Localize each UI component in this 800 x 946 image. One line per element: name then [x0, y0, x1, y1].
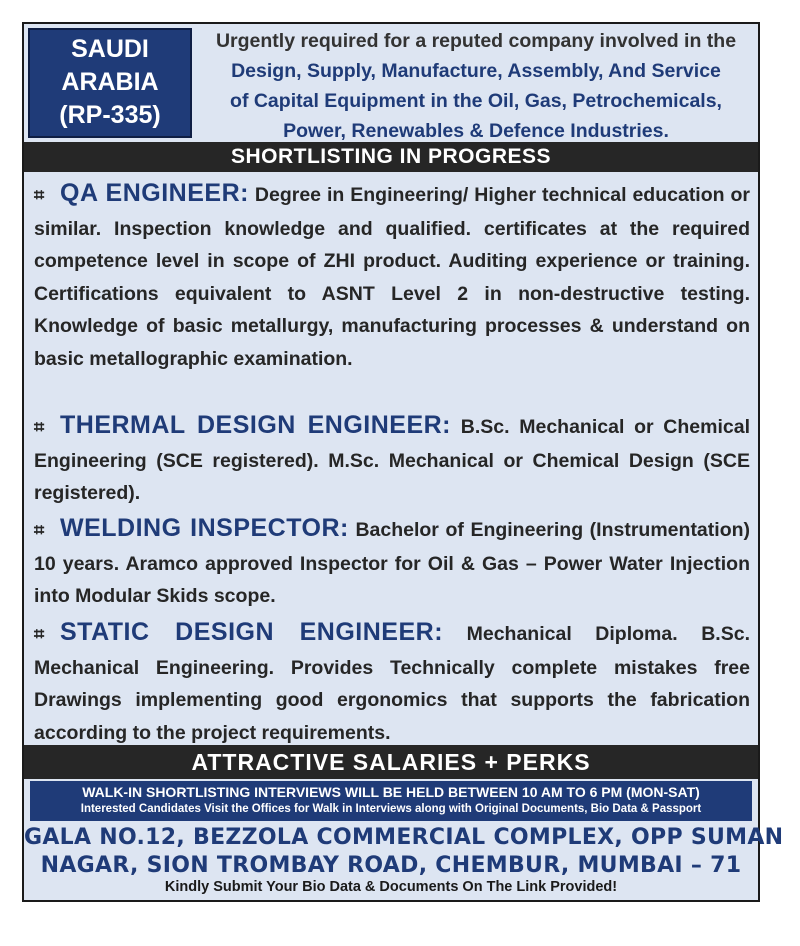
office-address [24, 824, 784, 880]
job-title: THERMAL DESIGN ENGINEER: [60, 411, 452, 439]
submit-note: Kindly Submit Your Bio Data & Documents On The Link Provided! [164, 879, 618, 895]
country-box [28, 28, 192, 138]
country-line-2: ARABIA [61, 68, 159, 96]
walkin-info-box [30, 781, 752, 821]
advertisement-frame [22, 22, 784, 902]
job-title: STATIC DESIGN ENGINEER: [60, 618, 444, 646]
company-intro [198, 26, 754, 146]
hash-bullet-icon: ⌗ [34, 520, 45, 541]
walkin-instructions: Interested Candidates Visit the Offices for Walk in Interviews along with Original Documents, Bio Data & Passport [80, 803, 702, 815]
job-qa-engineer [34, 177, 750, 375]
job-description: B.Sc. Mechanical or Chemical Engineering (SCE registered). M.Sc. Mechanical or Chemical Design (SCE registered). [34, 416, 751, 504]
status-banner: SHORTLISTING IN PROGRESS [24, 142, 758, 172]
reference-code: (RP-335) [59, 101, 161, 129]
intro-line-1: Urgently required for a reputed company involved in the [215, 30, 737, 52]
intro-line-4: Power, Renewables & Defence Industries. [283, 120, 669, 142]
hash-bullet-icon: ⌗ [34, 185, 45, 206]
country-line-1: SAUDI [71, 35, 149, 63]
intro-line-3: of Capital Equipment in the Oil, Gas, Petrochemicals, [230, 90, 722, 112]
job-static-design-engineer [34, 616, 750, 749]
job-description: Bachelor of Engineering (Instrumentation) 10 years. Aramco approved Inspector for Oil & Gas – Power Water Injection into Modular Skids scope. [34, 519, 751, 607]
hash-bullet-icon: ⌗ [34, 417, 45, 438]
hash-bullet-icon: ⌗ [34, 624, 45, 645]
job-welding-inspector [34, 512, 750, 613]
salary-banner: ATTRACTIVE SALARIES + PERKS [24, 745, 758, 779]
header-row [24, 24, 758, 142]
address-line-1: GALA NO.12, BEZZOLA COMMERCIAL COMPLEX, OPP SUMAN [24, 825, 784, 850]
walkin-schedule: WALK-IN SHORTLISTING INTERVIEWS WILL BE HELD BETWEEN 10 AM TO 6 PM (MON-SAT) [82, 784, 700, 800]
job-title: WELDING INSPECTOR: [60, 514, 349, 542]
intro-line-2: Design, Supply, Manufacture, Assembly, And Service [231, 60, 721, 82]
job-thermal-design-engineer [34, 409, 750, 510]
address-line-2: NAGAR, SION TROMBAY ROAD, CHEMBUR, MUMBAI – 71 [40, 853, 742, 878]
job-title: QA ENGINEER: [60, 179, 249, 207]
job-description: Degree in Engineering/ Higher technical education or similar. Inspection knowledge and qualified. certificates at the required competence level in scope of ZHI product. Auditing experience or training. Certifications equivalent to ASNT Level 2 in non-destructive testing. Knowledge of basic metallurgy, manufacturing processes & understand on basic metallographic examination. [34, 184, 750, 370]
job-description: Mechanical Diploma. B.Sc. Mechanical Engineering. Provides Technically complete mistakes free Drawings implementing good ergonomics that supports the fabrication according to the project requirements. [34, 623, 750, 744]
